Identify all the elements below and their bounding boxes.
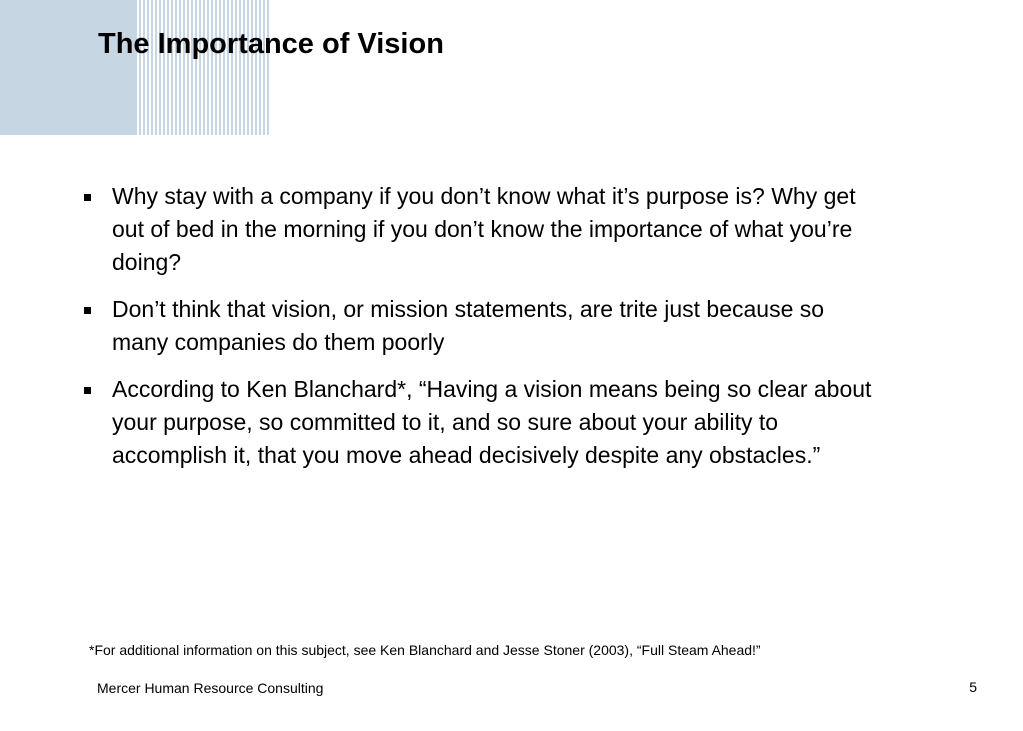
- header-decoration-block: [0, 0, 135, 135]
- square-bullet-icon: [84, 194, 91, 201]
- bullet-item: [82, 293, 882, 359]
- page-number: 5: [969, 679, 977, 695]
- bullet-list: [82, 180, 882, 486]
- footer-company: Mercer Human Resource Consulting: [97, 680, 324, 696]
- bullet-text: Don’t think that vision, or mission statements, are trite just because so many companies do them poorly: [112, 296, 825, 355]
- bullet-text: Why stay with a company if you don’t know what it’s purpose is? Why get out of bed in the morning if you don’t know the importance of what you’re doing?: [112, 183, 856, 275]
- bullet-item: [82, 373, 882, 472]
- footnote: *For additional information on this subject, see Ken Blanchard and Jesse Stoner (2003), “Full Steam Ahead!”: [89, 642, 761, 658]
- slide-title: The Importance of Vision: [98, 28, 444, 60]
- square-bullet-icon: [84, 387, 91, 394]
- bullet-text: According to Ken Blanchard*, “Having a vision means being so clear about your purpose, so committed to it, and so sure about your ability to accomplish it, that you move ahead decisively despite any obstacles.”: [112, 376, 872, 468]
- header-decoration-stripes: [135, 0, 270, 135]
- bullet-item: [82, 180, 882, 279]
- square-bullet-icon: [84, 307, 91, 314]
